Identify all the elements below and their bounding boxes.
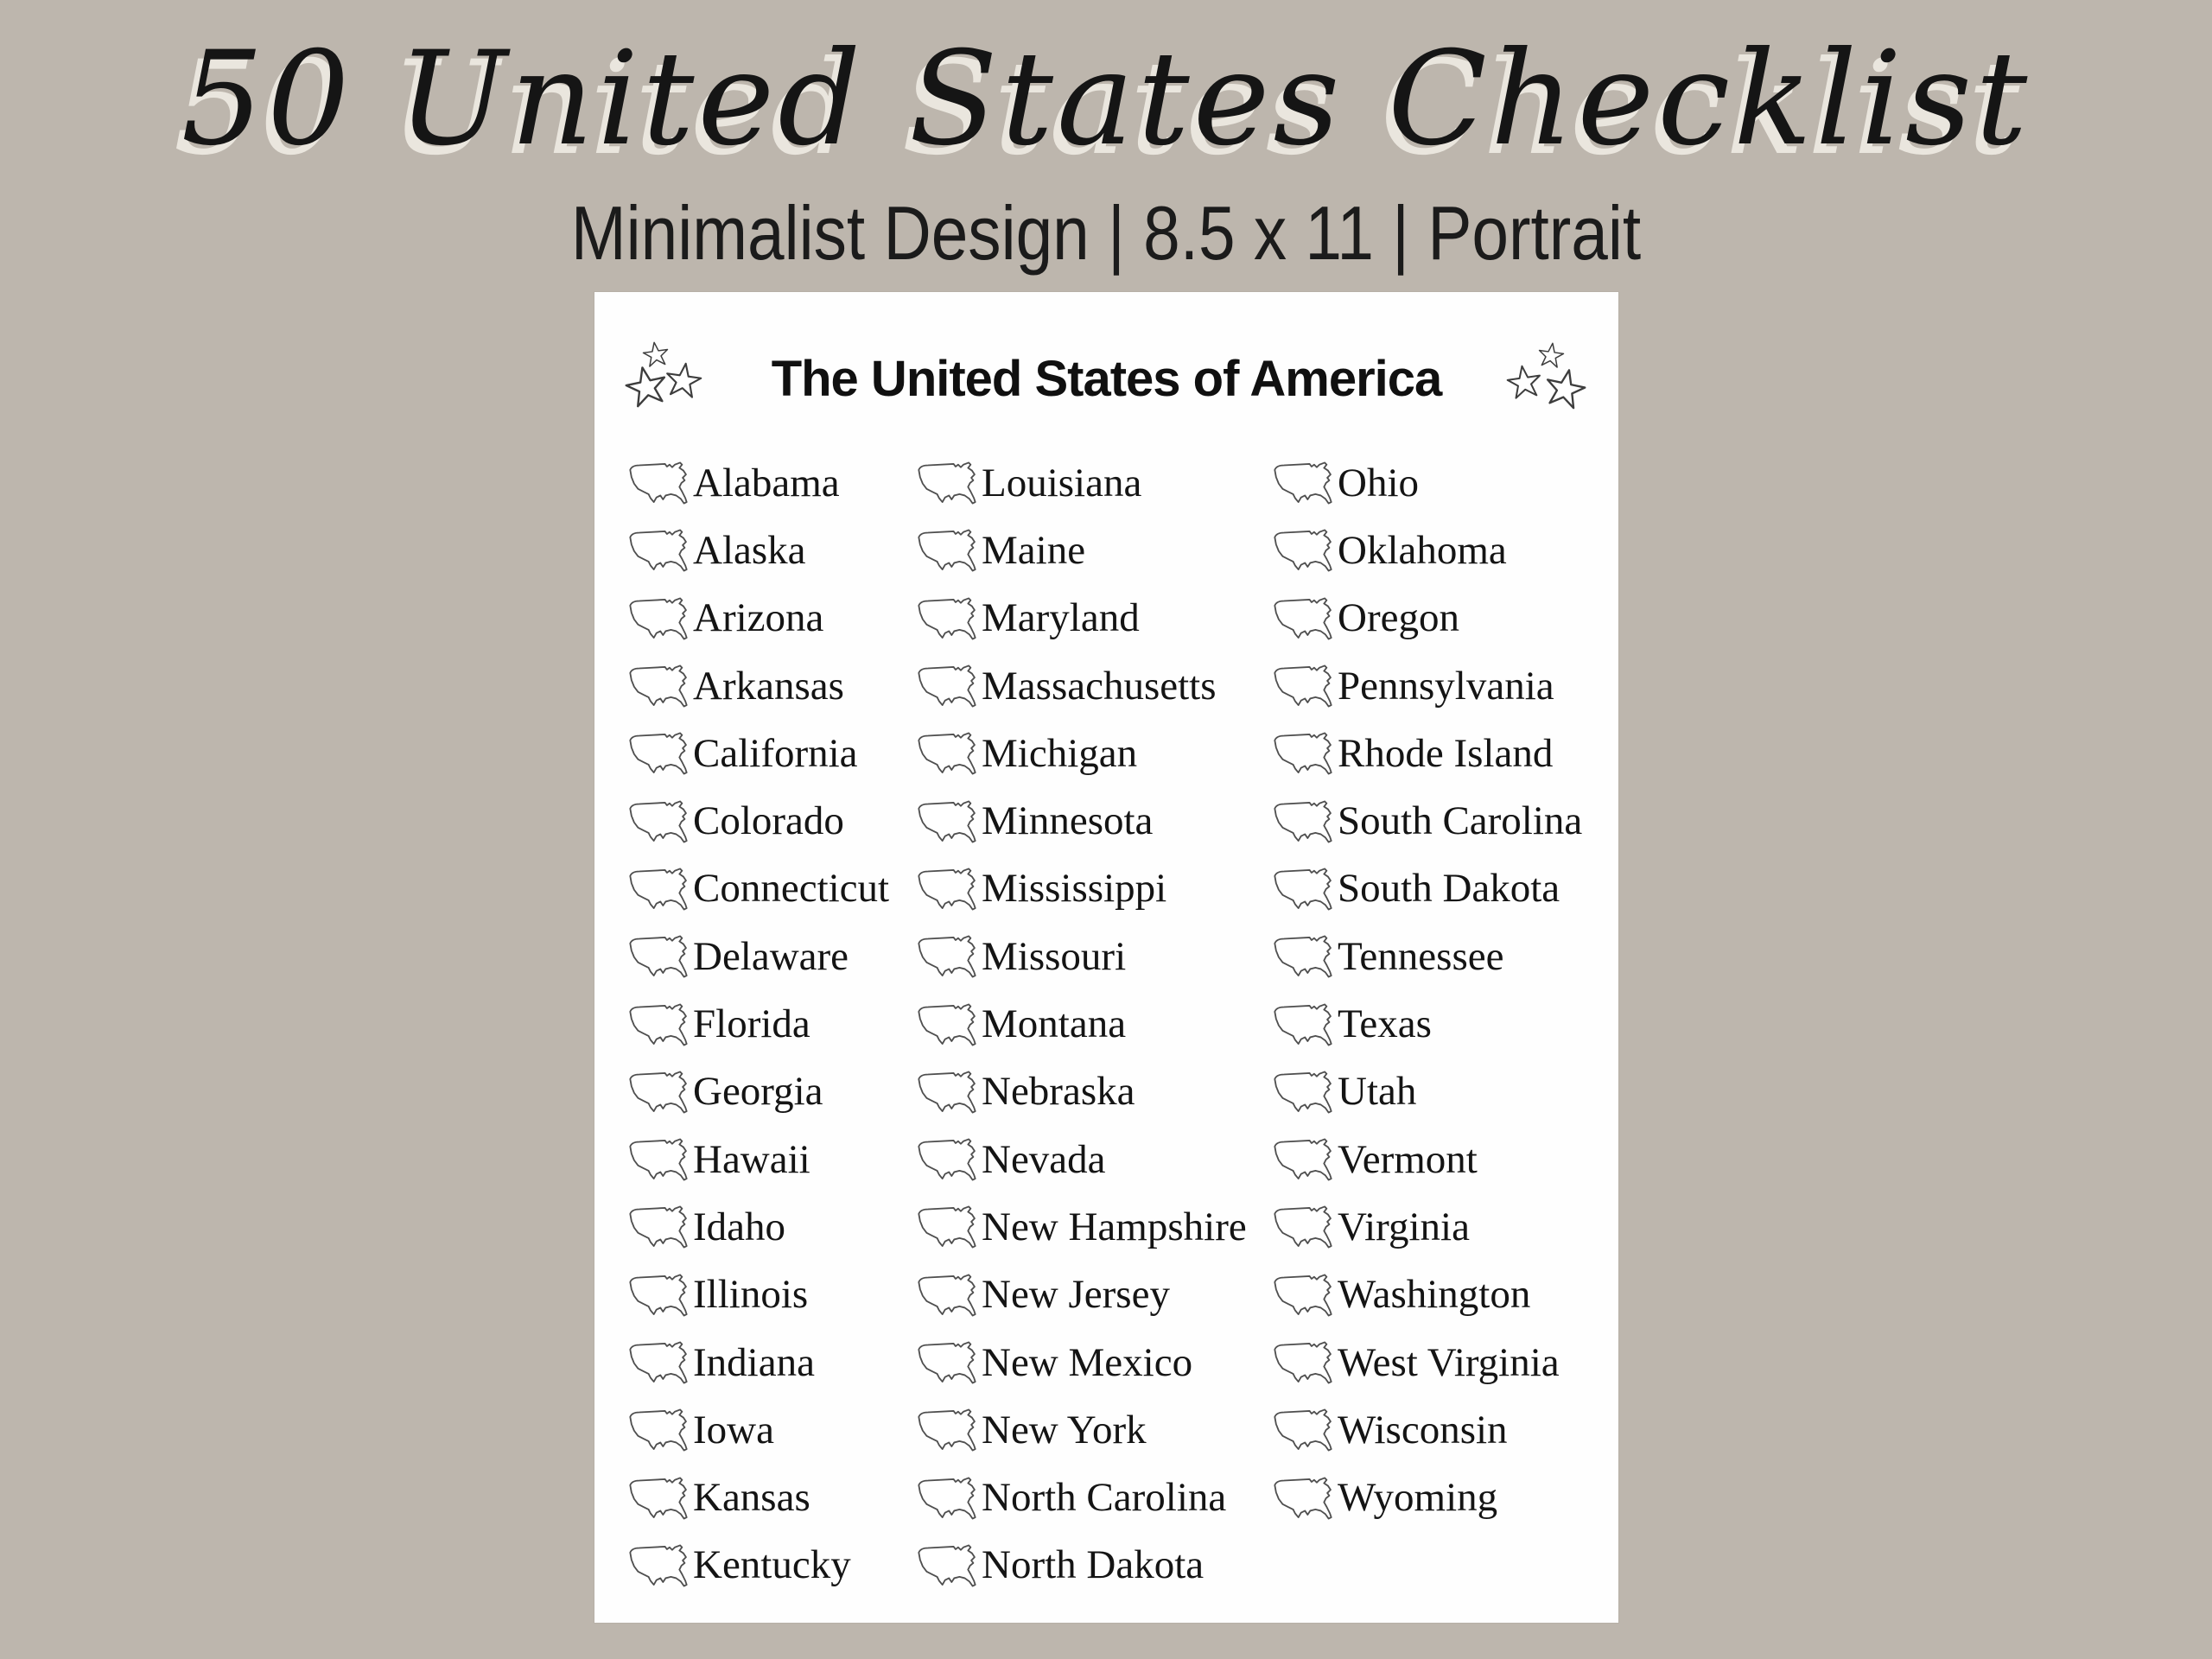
state-label: Texas bbox=[1338, 1001, 1432, 1047]
usa-map-checkbox-icon bbox=[1270, 596, 1336, 641]
usa-map-checkbox-icon bbox=[626, 731, 691, 776]
usa-map-checkbox-icon bbox=[626, 1002, 691, 1047]
state-list-item bbox=[914, 1329, 1267, 1396]
state-list-item bbox=[1270, 1464, 1616, 1531]
usa-map-checkbox-icon bbox=[1270, 867, 1336, 912]
star-icon bbox=[1541, 365, 1590, 413]
state-list-item bbox=[1270, 1058, 1616, 1126]
usa-map-checkbox-icon bbox=[914, 1002, 980, 1047]
usa-map-checkbox-icon bbox=[1270, 799, 1336, 844]
state-label: Utah bbox=[1338, 1069, 1417, 1115]
printable-page bbox=[594, 292, 1618, 1623]
star-icon bbox=[1504, 362, 1543, 401]
usa-map-checkbox-icon bbox=[914, 461, 980, 505]
page-title: The United States of America bbox=[771, 351, 1442, 407]
state-label: New Hampshire bbox=[982, 1204, 1247, 1249]
state-label: South Dakota bbox=[1338, 866, 1560, 912]
state-list-item bbox=[914, 652, 1267, 720]
usa-map-checkbox-icon bbox=[914, 1205, 980, 1249]
state-list-item bbox=[914, 1396, 1267, 1464]
state-list-item bbox=[626, 1058, 911, 1126]
star-cluster-right bbox=[1507, 342, 1588, 420]
usa-map-checkbox-icon bbox=[626, 1273, 691, 1318]
state-label: Ohio bbox=[1338, 460, 1419, 505]
state-label: Maryland bbox=[982, 595, 1140, 641]
usa-map-checkbox-icon bbox=[626, 1137, 691, 1182]
state-label: North Dakota bbox=[982, 1542, 1205, 1588]
state-list-item bbox=[914, 1058, 1267, 1126]
state-list-item bbox=[626, 1464, 911, 1531]
state-list-item bbox=[914, 1126, 1267, 1193]
state-list-item bbox=[1270, 449, 1616, 517]
state-label: West Virginia bbox=[1338, 1339, 1560, 1385]
state-label: Oregon bbox=[1338, 595, 1459, 641]
state-list-item bbox=[914, 1464, 1267, 1531]
usa-map-checkbox-icon bbox=[914, 867, 980, 912]
state-list-item bbox=[1270, 720, 1616, 787]
state-label: Georgia bbox=[693, 1069, 823, 1115]
state-list-item bbox=[914, 990, 1267, 1058]
state-label: New Mexico bbox=[982, 1339, 1193, 1385]
usa-map-checkbox-icon bbox=[626, 1408, 691, 1452]
usa-map-checkbox-icon bbox=[1270, 1002, 1336, 1047]
usa-map-checkbox-icon bbox=[1270, 1137, 1336, 1182]
state-label: New York bbox=[982, 1407, 1147, 1452]
state-list-item bbox=[914, 787, 1267, 855]
state-label: Indiana bbox=[693, 1339, 815, 1385]
state-label: Wisconsin bbox=[1338, 1407, 1508, 1452]
state-list-item bbox=[626, 585, 911, 652]
banner-title: 50 United States Checklist bbox=[181, 24, 2031, 175]
state-list-item bbox=[1270, 855, 1616, 923]
usa-map-checkbox-icon bbox=[914, 799, 980, 844]
state-label: Idaho bbox=[693, 1204, 786, 1249]
usa-map-checkbox-icon bbox=[626, 596, 691, 641]
usa-map-checkbox-icon bbox=[626, 799, 691, 844]
state-list-item bbox=[1270, 517, 1616, 584]
state-list-item bbox=[626, 855, 911, 923]
state-label: Delaware bbox=[693, 933, 849, 979]
usa-map-checkbox-icon bbox=[914, 1476, 980, 1521]
state-list-item bbox=[1270, 787, 1616, 855]
usa-map-checkbox-icon bbox=[1270, 1408, 1336, 1452]
state-list-item bbox=[626, 449, 911, 517]
state-list-item bbox=[626, 652, 911, 720]
state-label: Rhode Island bbox=[1338, 730, 1554, 776]
state-list-item bbox=[914, 855, 1267, 923]
usa-map-checkbox-icon bbox=[626, 664, 691, 709]
state-label: Washington bbox=[1338, 1272, 1531, 1318]
state-label: Kansas bbox=[693, 1475, 810, 1521]
usa-map-checkbox-icon bbox=[626, 1340, 691, 1385]
state-list-item bbox=[626, 1532, 911, 1599]
state-list-item bbox=[626, 1126, 911, 1193]
state-list-item bbox=[626, 990, 911, 1058]
state-label: Alaska bbox=[693, 527, 806, 573]
usa-map-checkbox-icon bbox=[914, 1070, 980, 1115]
state-list-item bbox=[1270, 923, 1616, 990]
usa-map-checkbox-icon bbox=[1270, 1340, 1336, 1385]
state-label: Colorado bbox=[693, 798, 844, 844]
state-list-item bbox=[914, 720, 1267, 787]
state-label: Alabama bbox=[693, 460, 840, 505]
state-label: Arkansas bbox=[693, 663, 844, 709]
usa-map-checkbox-icon bbox=[1270, 461, 1336, 505]
state-list-item bbox=[626, 1193, 911, 1261]
state-label: Nevada bbox=[982, 1136, 1106, 1182]
state-label: Louisiana bbox=[982, 460, 1142, 505]
usa-map-checkbox-icon bbox=[626, 934, 691, 979]
banner-subtitle: Minimalist Design | 8.5 x 11 | Portrait bbox=[570, 190, 1642, 276]
usa-map-checkbox-icon bbox=[626, 1476, 691, 1521]
state-list-item bbox=[914, 449, 1267, 517]
usa-map-checkbox-icon bbox=[626, 867, 691, 912]
state-label: Minnesota bbox=[982, 798, 1154, 844]
usa-map-checkbox-icon bbox=[914, 1137, 980, 1182]
state-list-item bbox=[1270, 652, 1616, 720]
usa-map-checkbox-icon bbox=[1270, 1070, 1336, 1115]
state-label: Arizona bbox=[693, 595, 824, 641]
state-label: Wyoming bbox=[1338, 1475, 1498, 1521]
state-label: New Jersey bbox=[982, 1272, 1170, 1318]
state-column-1 bbox=[626, 449, 911, 1599]
state-list-item bbox=[1270, 1396, 1616, 1464]
state-label: Nebraska bbox=[982, 1069, 1135, 1115]
state-label: Montana bbox=[982, 1001, 1127, 1047]
state-list-item bbox=[914, 1262, 1267, 1329]
state-label: Tennessee bbox=[1338, 933, 1504, 979]
state-list-item bbox=[1270, 1329, 1616, 1396]
usa-map-checkbox-icon bbox=[626, 461, 691, 505]
state-label: Michigan bbox=[982, 730, 1138, 776]
usa-map-checkbox-icon bbox=[914, 528, 980, 573]
state-list-item bbox=[626, 1396, 911, 1464]
state-list-item bbox=[626, 787, 911, 855]
state-list-item bbox=[914, 585, 1267, 652]
state-list-item bbox=[626, 720, 911, 787]
usa-map-checkbox-icon bbox=[914, 596, 980, 641]
usa-map-checkbox-icon bbox=[1270, 664, 1336, 709]
state-label: Vermont bbox=[1338, 1136, 1478, 1182]
state-label: Maine bbox=[982, 527, 1086, 573]
usa-map-checkbox-icon bbox=[626, 528, 691, 573]
usa-map-checkbox-icon bbox=[1270, 528, 1336, 573]
state-label: North Carolina bbox=[982, 1475, 1227, 1521]
state-column-2 bbox=[914, 449, 1267, 1599]
state-label: Mississippi bbox=[982, 866, 1167, 912]
state-list-item bbox=[1270, 1193, 1616, 1261]
state-list-item bbox=[1270, 1262, 1616, 1329]
state-list-item bbox=[914, 923, 1267, 990]
state-list-item bbox=[914, 517, 1267, 584]
state-list-item bbox=[914, 1532, 1267, 1599]
state-list-item bbox=[626, 923, 911, 990]
state-label: Florida bbox=[693, 1001, 810, 1047]
state-label: Iowa bbox=[693, 1407, 774, 1452]
usa-map-checkbox-icon bbox=[914, 731, 980, 776]
usa-map-checkbox-icon bbox=[626, 1543, 691, 1588]
state-column-3 bbox=[1270, 449, 1616, 1532]
state-label: California bbox=[693, 730, 858, 776]
state-list-item bbox=[1270, 585, 1616, 652]
usa-map-checkbox-icon bbox=[626, 1205, 691, 1249]
state-label: Oklahoma bbox=[1338, 527, 1507, 573]
usa-map-checkbox-icon bbox=[1270, 1205, 1336, 1249]
state-label: Connecticut bbox=[693, 866, 890, 912]
usa-map-checkbox-icon bbox=[1270, 1476, 1336, 1521]
usa-map-checkbox-icon bbox=[626, 1070, 691, 1115]
state-label: Pennsylvania bbox=[1338, 663, 1554, 709]
usa-map-checkbox-icon bbox=[914, 934, 980, 979]
state-list-item bbox=[626, 517, 911, 584]
state-list-item bbox=[626, 1329, 911, 1396]
state-label: Illinois bbox=[693, 1272, 809, 1318]
state-label: Kentucky bbox=[693, 1542, 851, 1588]
state-label: South Carolina bbox=[1338, 798, 1583, 844]
usa-map-checkbox-icon bbox=[1270, 934, 1336, 979]
state-list-item bbox=[914, 1193, 1267, 1261]
usa-map-checkbox-icon bbox=[914, 1543, 980, 1588]
state-label: Missouri bbox=[982, 933, 1127, 979]
usa-map-checkbox-icon bbox=[914, 1340, 980, 1385]
state-label: Massachusetts bbox=[982, 663, 1217, 709]
state-list-item bbox=[1270, 990, 1616, 1058]
state-list-item bbox=[626, 1262, 911, 1329]
state-list-item bbox=[1270, 1126, 1616, 1193]
usa-map-checkbox-icon bbox=[914, 664, 980, 709]
usa-map-checkbox-icon bbox=[1270, 731, 1336, 776]
state-label: Hawaii bbox=[693, 1136, 810, 1182]
state-label: Virginia bbox=[1338, 1204, 1470, 1249]
usa-map-checkbox-icon bbox=[1270, 1273, 1336, 1318]
usa-map-checkbox-icon bbox=[914, 1408, 980, 1452]
usa-map-checkbox-icon bbox=[914, 1273, 980, 1318]
